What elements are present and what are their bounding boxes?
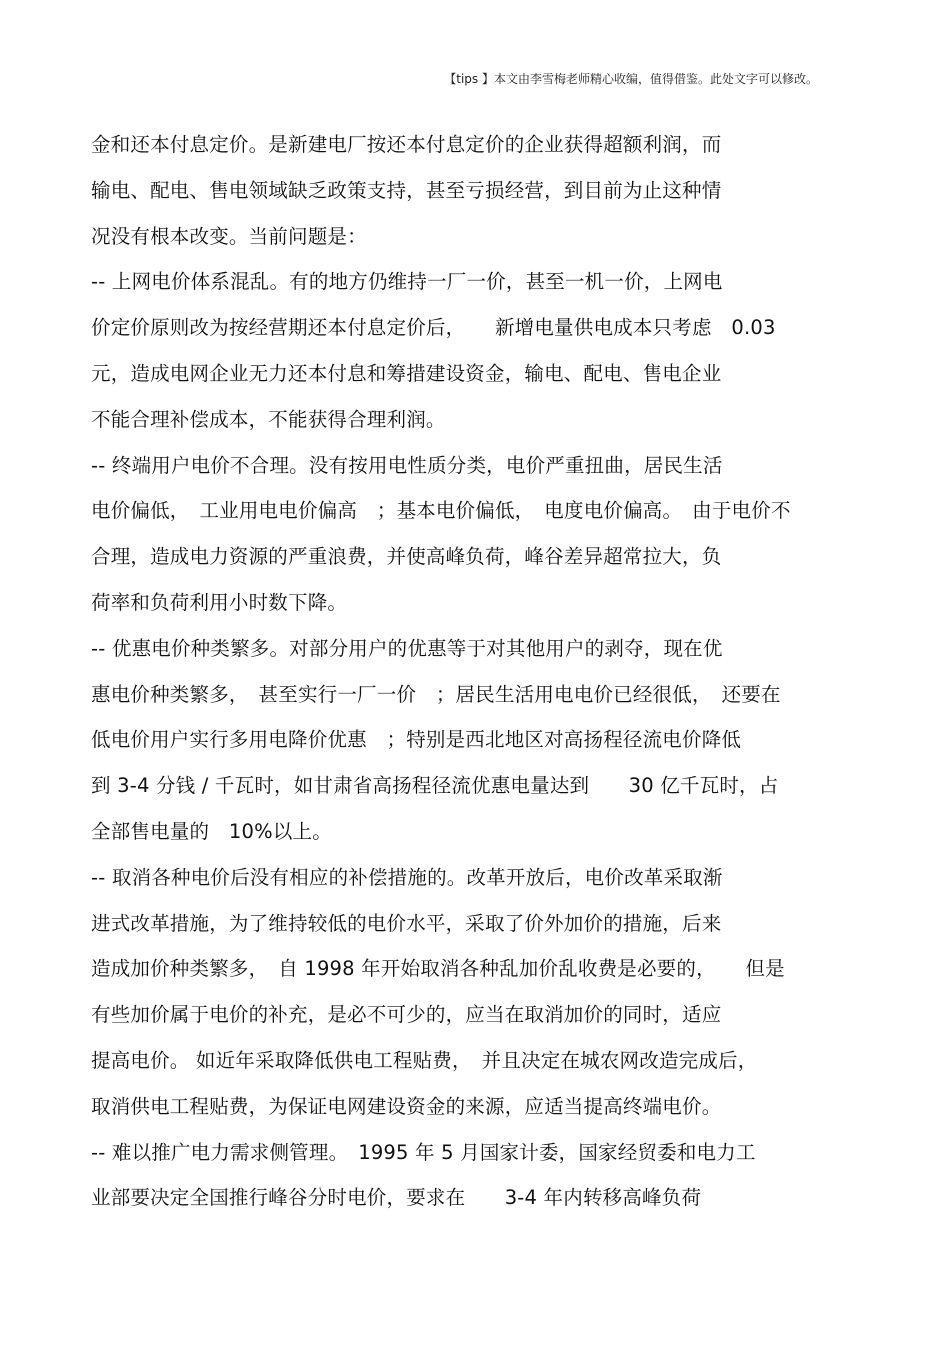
text-line: 金和还本付息定价。是新建电厂按还本付息定价的企业获得超额利润，而: [91, 133, 722, 156]
text-line: -- 上网电价体系混乱。有的地方仍维持一厂一价，甚至一机一价，上网电: [91, 270, 723, 294]
text-line: 元，造成电网企业无力还本付息和筹措建设资金，输电、配电、售电企业: [91, 361, 722, 385]
text-line: 电价偏低， 工业用电电价偏高 ；基本电价偏低， 电度电价偏高。 由于电价不: [91, 499, 791, 523]
text-line: 业部要决定全国推行峰谷分时电价，要求在 3-4 年内转移高峰负荷: [91, 1186, 702, 1210]
text-line: 造成加价种类繁多， 自 1998 年开始取消各种乱加价乱收费是必要的， 但是: [91, 957, 785, 981]
text-line: -- 优惠电价种类繁多。对部分用户的优惠等于对其他用户的剥夺，现在优: [91, 636, 723, 660]
text-line: 价定价原则改为按经营期还本付息定价后， 新增电量供电成本只考虑 0.03: [91, 316, 776, 340]
text-line: 惠电价种类繁多， 甚至实行一厂一价 ；居民生活用电电价已经很低， 还要在: [91, 682, 781, 706]
text-line: 不能合理补偿成本，不能获得合理利润。: [91, 407, 446, 431]
body-text: [91, 122, 871, 1221]
text-line: 有些加价属于电价的补充，是必不可少的，应当在取消加价的同时，适应: [91, 1003, 722, 1027]
text-line: 到 3-4 分钱 / 千瓦时，如甘肃省高扬程径流优惠电量达到 30 亿千瓦时，占: [91, 774, 779, 798]
text-line: 进式改革措施，为了维持较低的电价水平，采取了价外加价的措施，后来: [91, 911, 722, 935]
text-line: 合理，造成电力资源的严重浪费，并使高峰负荷，峰谷差异超常拉大，负: [91, 545, 722, 569]
text-line: -- 难以推广电力需求侧管理。 1995 年 5 月国家计委，国家经贸委和电力工: [91, 1140, 756, 1164]
text-line: 取消供电工程贴费，为保证电网建设资金的来源，应适当提高终端电价。: [91, 1094, 722, 1118]
text-line: 输电、配电、售电领域缺乏政策支持，甚至亏损经营，到目前为止这种情: [91, 178, 722, 202]
text-line: 荷率和负荷利用小时数下降。: [91, 590, 348, 614]
text-line: -- 终端用户电价不合理。没有按用电性质分类，电价严重扭曲，居民生活: [91, 453, 723, 477]
text-line: -- 取消各种电价后没有相应的补偿措施的。改革开放后，电价改革采取渐: [91, 865, 723, 889]
text-line: 况没有根本改变。当前问题是：: [91, 224, 367, 248]
text-line: 提高电价。 如近年采取降低供电工程贴费， 并且决定在城农网改造完成后，: [91, 1048, 758, 1072]
tips-note: 【tips 】本文由李雪梅老师精心收编，值得借鉴。此处文字可以修改。: [444, 72, 818, 86]
text-line: 全部售电量的 10%以上。: [91, 819, 332, 843]
text-line: 低电价用户实行多用电降价优惠 ；特别是西北地区对高扬程径流电价降低: [91, 728, 742, 752]
